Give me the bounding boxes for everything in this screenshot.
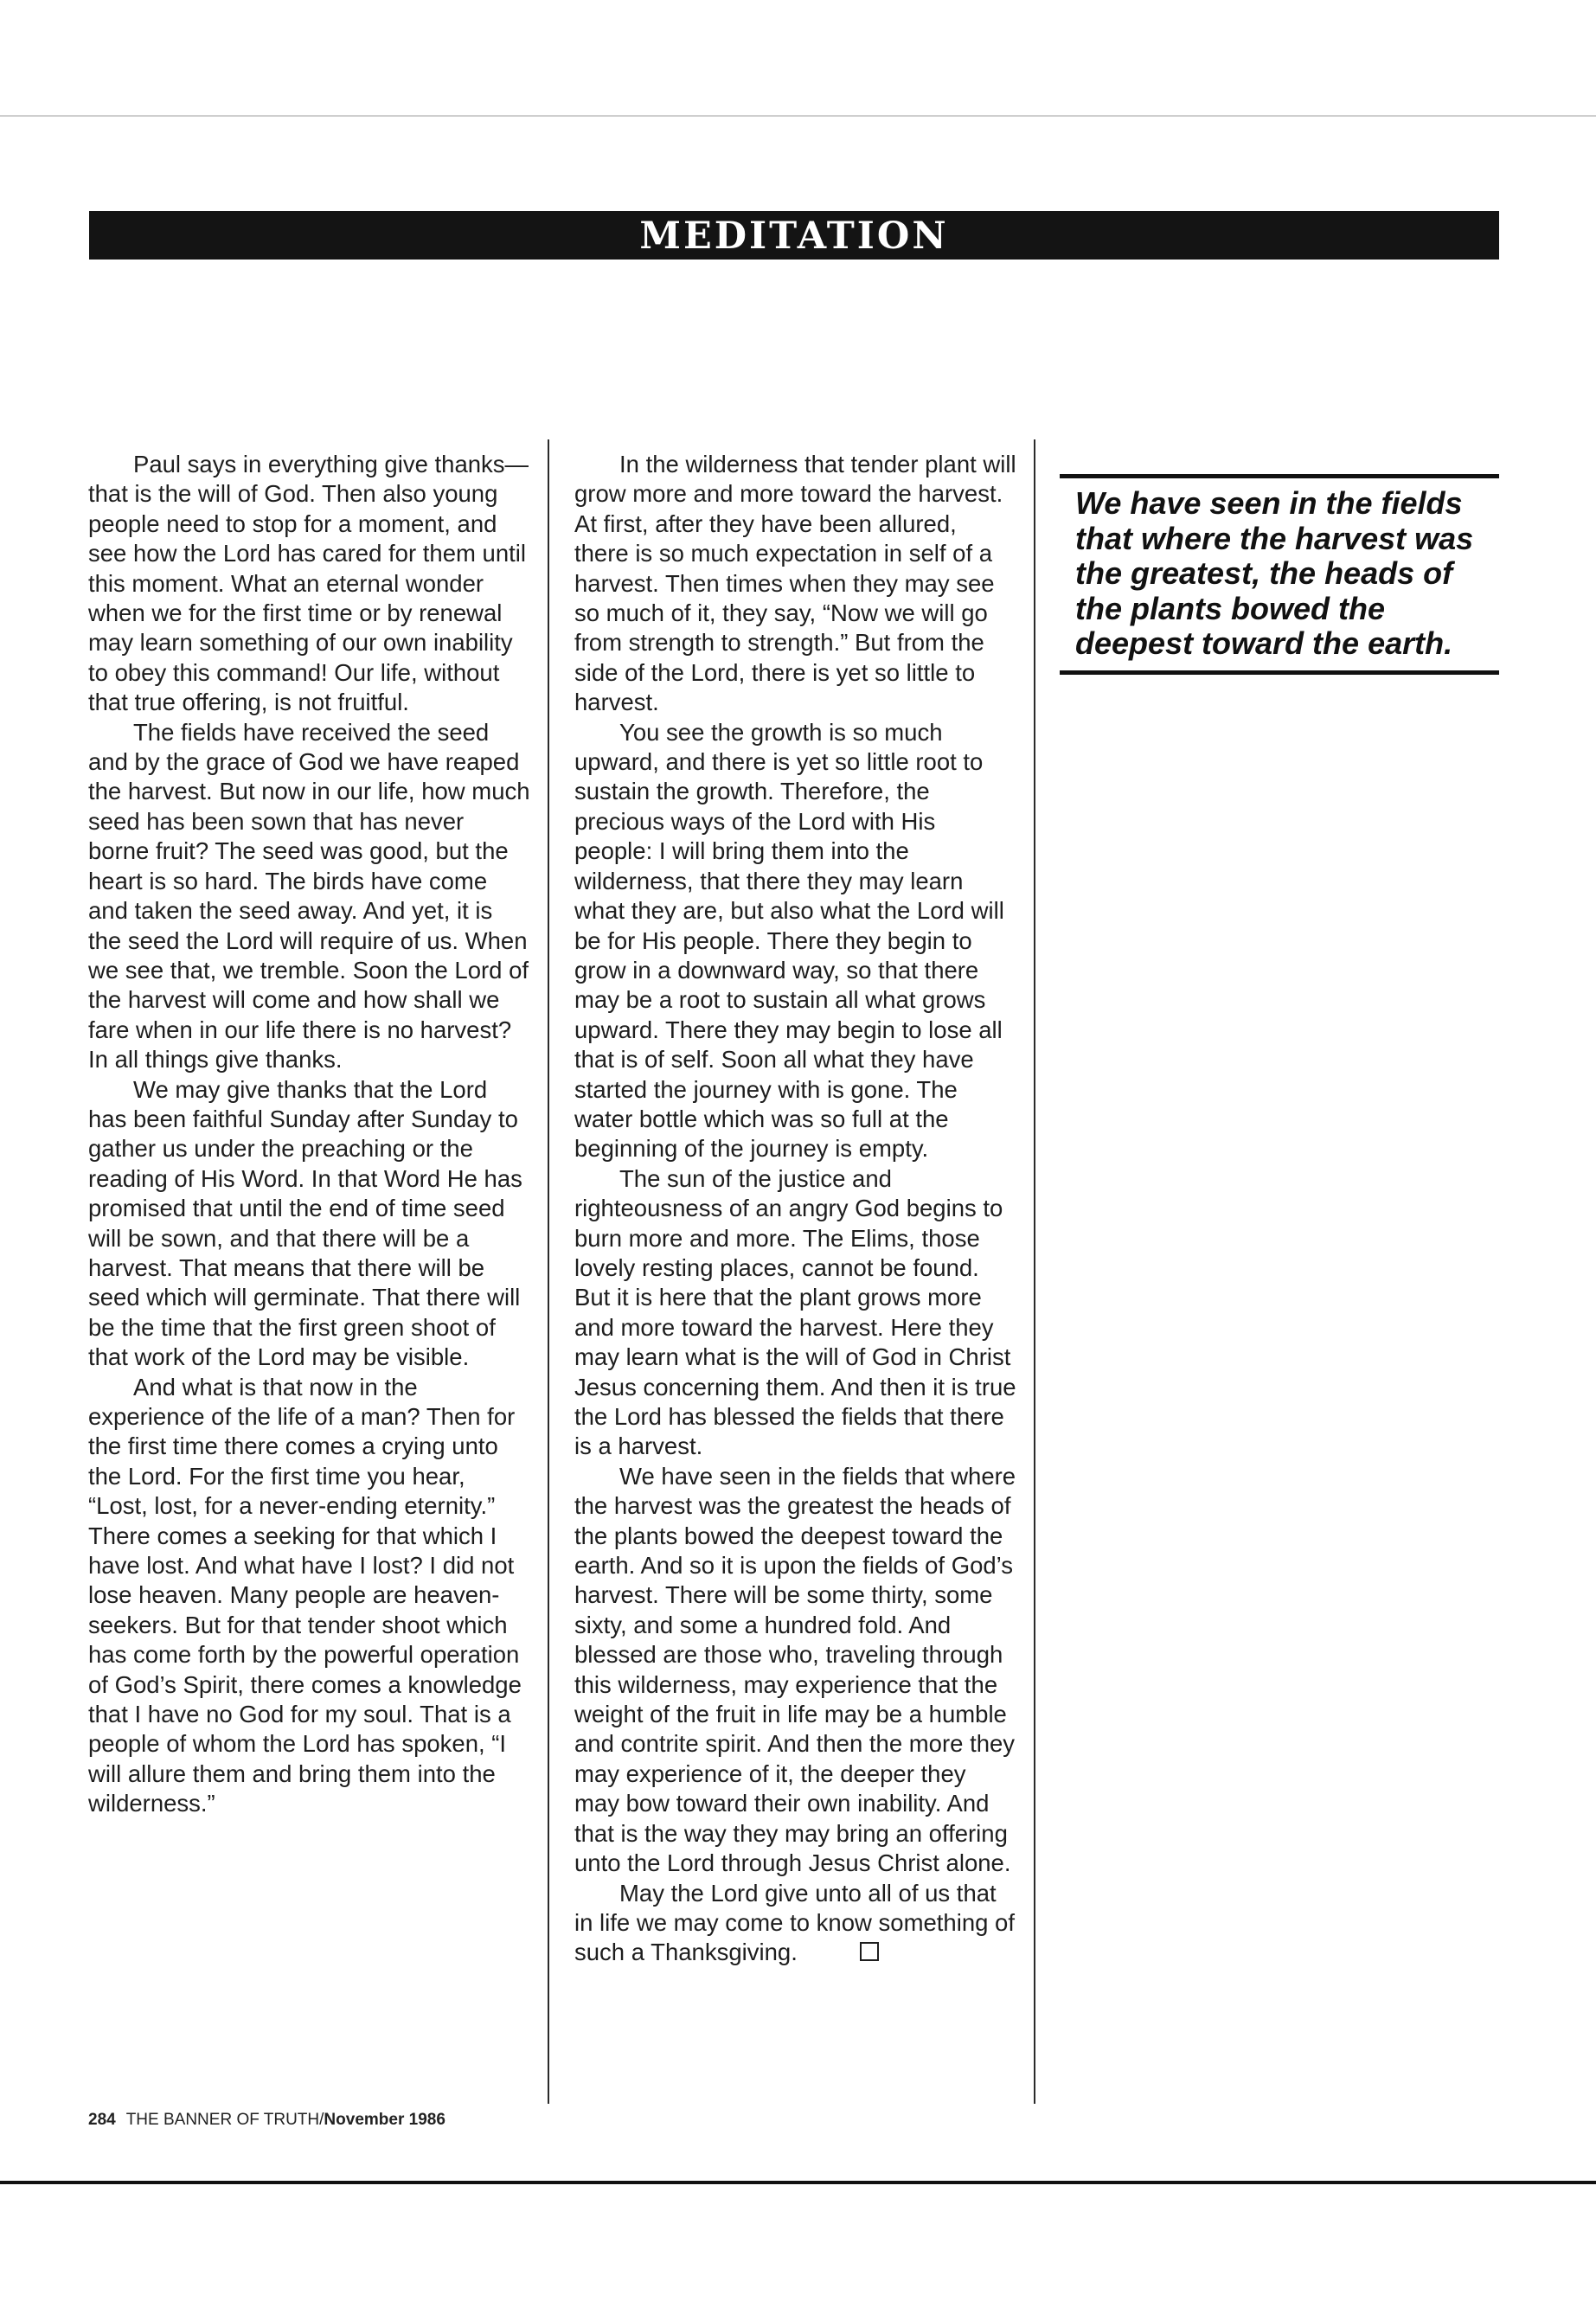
bottom-rule [0,2181,1596,2184]
paragraph-final [574,1879,1017,1968]
top-rule [0,115,1596,117]
paragraph: The sun of the justice and righteousness of an angry God begins to burn more and more. The Elims, those lovely resting places, cannot be found. But it is here that the plant grows more and more toward the harvest. Here they may learn what is the will of God in Christ Jesus concerning them. And then it is true the Lord has blessed the fields that there is a harvest. [574,1164,1016,1460]
paragraph: Paul says in everything give thanks— that is the will of God. Then also young people need to stop for a moment, and see how the Lord has cared for them until this moment. What an eternal wonder when we for the first time or by renewal may learn something of our own inability to obey this command! Our life, without that true offering, is not fruitful. [88,451,529,716]
section-header [89,211,1499,260]
pull-quote-rule-top [1060,474,1499,478]
paragraph: And what is that now in the experience of the life of a man? Then for the first time there comes a crying unto the Lord. For the first time you hear, “Lost, lost, for a never-ending eternity.” There comes a seeking for that which I have lost. And what have I lost? I did not lose heaven. Many people are heaven-seekers. But for that tender shoot which has come forth by the powerful operation of God’s Spirit, there comes a knowledge that I have no God for my soul. That is a people of whom the Lord has spoken, “I will allure them and bring them into the wilderness.” [88,1373,522,1817]
pull-quote-rule-bottom [1060,670,1499,675]
paragraph: We have seen in the fields that where the harvest was the greatest the heads of the plants bowed the deepest toward the earth. And so it is upon the fields of God’s harvest. There will be some thirty, some sixty, and some a hundred fold. And blessed are those who, traveling through this wilderness, may experience that the weight of the fruit in life may be a humble and contrite spirit. And then the more they may experience of it, the deeper they may bow toward their own inability. And that is the way they may bring an offering unto the Lord through Jesus Christ alone. [574,1462,1016,1877]
paragraph: In the wilderness that tender plant will grow more and more toward the harvest. At first, after they have been allured, there is so much expectation in self of a harvest. Then times when they may see so much of it, they say, “Now we will go from strength to strength.” But from the side of the Lord, there is yet so little to harvest. [574,451,1016,716]
paragraph: The fields have received the seed and by the grace of God we have reaped the harvest. But now in our life, how much seed has been sown that has never borne fruit? The seed was good, but the heart is so hard. The birds have come and taken the seed away. And yet, it is the seed the Lord will require of us. When we see that, we tremble. Soon the Lord of the harvest will come and how shall we fare when in our life there is no harvest? In all things give thanks. [88,718,530,1074]
paragraph: We may give thanks that the Lord has been faithful Sunday after Sunday to gather us under the preaching or the reading of His Word. In that Word He has promised that until the end of time seed will be sown, and that there will be a harvest. That means that there will be seed which will germinate. That there will be the time that the first green shoot of that work of the Lord may be visible. [88,1075,522,1371]
column-divider [1034,439,1035,2104]
issue-date: November 1986 [324,2111,445,2129]
page-number: 284 [88,2111,116,2129]
column-divider [548,439,549,2104]
text-column-2 [574,450,1017,1968]
text-column-1 [88,450,531,1819]
publication-name: THE BANNER OF TRUTH/ [125,2111,324,2129]
end-mark-icon [860,1942,879,1961]
section-title: MEDITATION [639,215,949,258]
paragraph: You see the growth is so much upward, and there is yet so little root to sustain the growth. Therefore, the precious ways of the Lord with His people: I will bring them into the wilderness, that there they may learn what they are, but also what the Lord will be for His people. There they begin to grow in a downward way, so that there may be a root to sustain all what grows upward. There they may begin to lose all that is of self. Soon all what they have started the journey with is gone. The water bottle which was so full at the beginning of the journey is empty. [574,718,1004,1163]
final-sentence: May the Lord give unto all of us that in life we may come to know something of such a Thanksgiving. [574,1879,1015,1966]
pull-quote: We have seen in the fields that where the harvest was the greatest, the heads of the plants bowed the deepest toward the earth. [1075,485,1474,662]
page-footer [88,2111,445,2130]
